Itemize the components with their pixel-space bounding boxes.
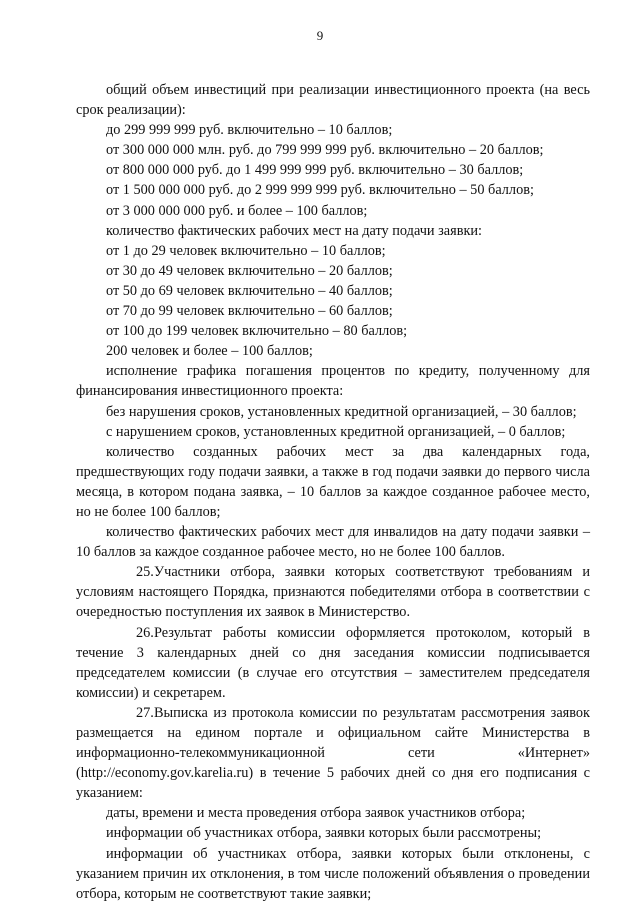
document-body: [76, 80, 590, 904]
paragraph-created-jobs: количество созданных рабочих мест за два календарных года, предшествующих году подачи заявки, а также в год подачи заявки до первого числа месяца, в котором подана заявка, – 10 баллов за каждое созданное рабочее место, но не более 100 баллов;: [76, 443, 590, 520]
paragraph-jobs-tier-4: от 70 до 99 человек включительно – 60 баллов;: [106, 303, 393, 320]
clause-number: 26.: [136, 624, 154, 641]
clause-number: 27.: [136, 704, 154, 721]
clause-number: 25.: [136, 564, 154, 581]
clause-25: [76, 562, 590, 622]
clause-text: Результат работы комиссии оформляется протоколом, который в течение 3 календарных дней со дня заседания комиссии подписывается председателем комиссии (в случае его отсутствия – заместителем председателя комиссии) и секретарем.: [76, 624, 590, 701]
paragraph-date-time-place: даты, времени и места проведения отбора заявок участников отбора;: [106, 805, 526, 822]
paragraph-investment-tier-3: от 800 000 000 руб. до 1 499 999 999 руб. включительно – 30 баллов;: [106, 162, 524, 179]
clause-text: Выписка из протокола комиссии по результатам рассмотрения заявок размещается на едином портале и официальном сайте Министерства в информационно-телекоммуникационной сети «Интернет» (http://economy.gov.karelia.ru) в течение 5 рабочих дней со дня его подписания с указанием:: [76, 704, 590, 802]
paragraph-jobs-tier-1: от 1 до 29 человек включительно – 10 баллов;: [106, 242, 386, 259]
paragraph-jobs-tier-6: 200 человек и более – 100 баллов;: [106, 343, 313, 360]
paragraph-investment-volume: общий объем инвестиций при реализации инвестиционного проекта (на весь срок реализации):: [76, 82, 590, 119]
paragraph-disabled-jobs: количество фактических рабочих мест для инвалидов на дату подачи заявки – 10 баллов за каждое созданное рабочее место, но не более 100 баллов.: [76, 524, 590, 561]
paragraph-reviewed-participants: информации об участниках отбора, заявки которых были рассмотрены;: [106, 825, 542, 842]
paragraph-investment-tier-5: от 3 000 000 000 руб. и более – 100 баллов;: [106, 202, 368, 219]
paragraph-jobs-tier-5: от 100 до 199 человек включительно – 80 баллов;: [106, 323, 408, 340]
clause-27: [76, 703, 590, 803]
page-number: 9: [316, 28, 324, 43]
clause-26: [76, 623, 590, 703]
paragraph-investment-tier-1: до 299 999 999 руб. включительно – 10 баллов;: [106, 122, 393, 139]
paragraph-rejected-participants: информации об участниках отбора, заявки которых были отклонены, с указанием причин их отклонения, в том числе положений объявления о проведении отбора, которым не соответствуют такие заявки;: [76, 845, 590, 902]
paragraph-jobs-count: количество фактических рабочих мест на дату подачи заявки:: [106, 222, 483, 239]
paragraph-with-violation: с нарушением сроков, установленных кредитной организацией, – 0 баллов;: [106, 423, 566, 440]
paragraph-jobs-tier-2: от 30 до 49 человек включительно – 20 баллов;: [106, 262, 393, 279]
paragraph-no-violation: без нарушения сроков, установленных кредитной организацией, – 30 баллов;: [106, 403, 577, 420]
paragraph-investment-tier-2: от 300 000 000 млн. руб. до 799 999 999 руб. включительно – 20 баллов;: [106, 142, 544, 159]
paragraph-investment-tier-4: от 1 500 000 000 руб. до 2 999 999 999 руб. включительно – 50 баллов;: [106, 182, 534, 199]
paragraph-jobs-tier-3: от 50 до 69 человек включительно – 40 баллов;: [106, 282, 393, 299]
clause-text: Участники отбора, заявки которых соответствуют требованиям и условиям настоящего Порядка, признаются победителями отбора в соответствии с очередностью поступления их заявок в Министерство.: [76, 564, 590, 621]
paragraph-interest-schedule: исполнение графика погашения процентов по кредиту, полученному для финансирования инвестиционного проекта:: [76, 363, 590, 400]
